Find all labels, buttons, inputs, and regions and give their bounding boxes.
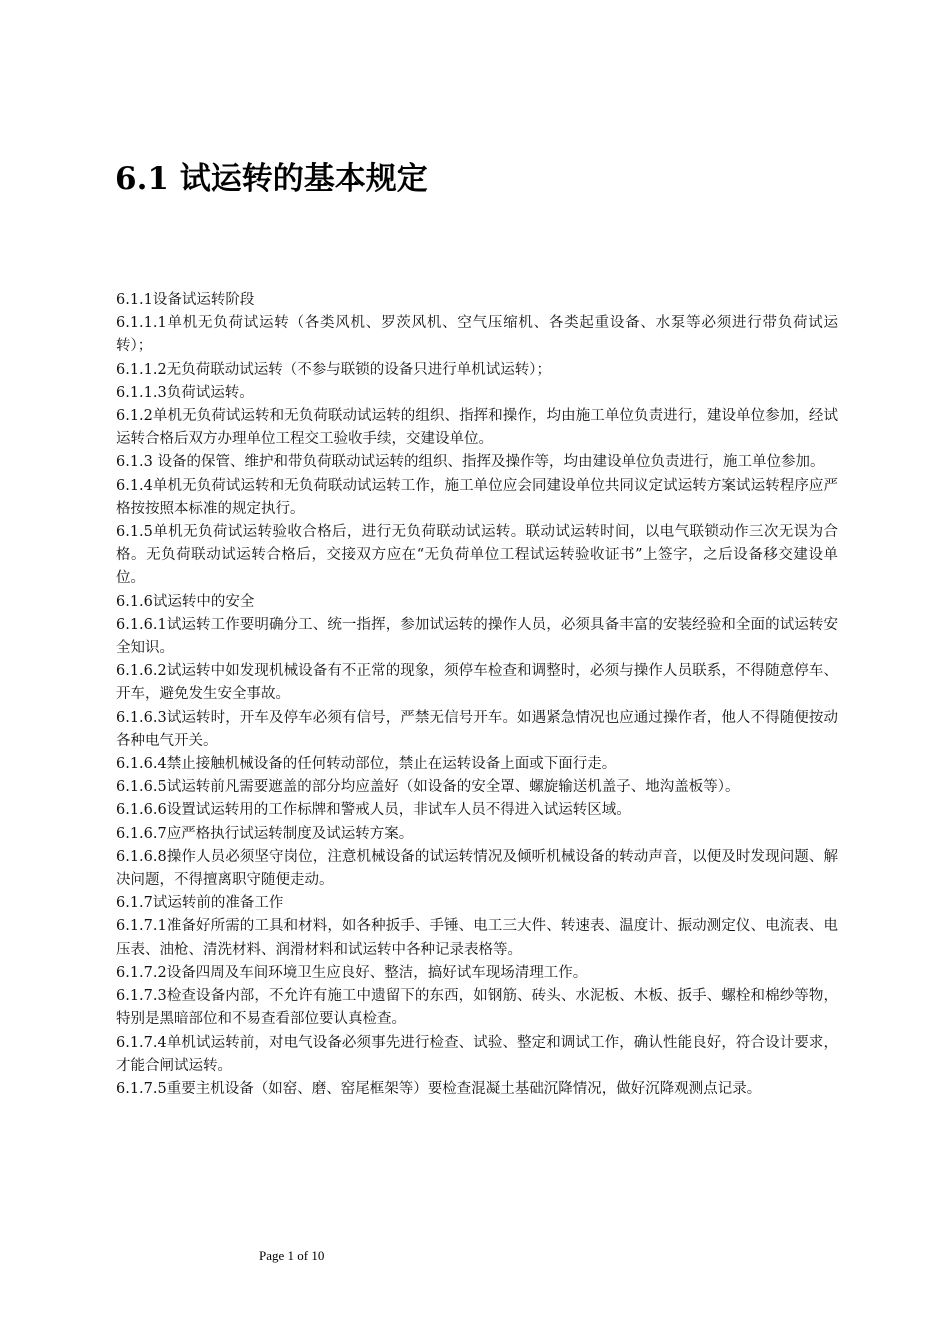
paragraph: 6.1.7试运转前的准备工作 [116,895,284,912]
paragraph: 6.1.4单机无负荷试运转和无负荷联动试运转工作，施工单位应会同建设单位共同议定试运转方案试运转程序应严格按按照本标准的规定执行。 [116,477,838,517]
paragraph: 6.1.7.5重要主机设备（如窑、磨、窑尾框架等）要检查混凝土基础沉降情况，做好沉降观测点记录。 [116,1080,762,1097]
paragraph: 6.1.7.2设备四周及车间环境卫生应良好、整洁，搞好试车现场清理工作。 [116,964,588,981]
paragraph: 6.1.6.3试运转时，开车及停车必须有信号，严禁无信号开车。如遇紧急情况也应通过操作者，他人不得随便按动各种电气开关。 [116,709,838,749]
paragraph: 6.1.1.2无负荷联动试运转（不参与联锁的设备只进行单机试运转）； [116,361,551,378]
paragraph: 6.1.6.1试运转工作要明确分工、统一指挥，参加试运转的操作人员，必须具备丰富的安装经验和全面的试运转安全知识。 [116,616,838,657]
page-number-footer: Page 1 of 10 [259,1248,325,1263]
paragraph: 6.1.1.1单机无负荷试运转（各类风机、罗茨风机、空气压缩机、各类起重设备、水泵等必须进行带负荷试运转）； [116,315,838,355]
paragraph: 6.1.6.2试运转中如发现机械设备有不正常的现象，须停车检查和调整时，必须与操作人员联系，不得随意停车、开车，避免发生安全事故。 [116,663,838,703]
paragraph: 6.1.1设备试运转阶段 [116,292,255,308]
paragraph: 6.1.7.3检查设备内部，不允许有施工中遗留下的东西，如钢筋、砖头、水泥板、木板、扳手、螺栓和棉纱等物，特别是黑暗部位和不易查看部位要认真检查。 [116,988,838,1028]
paragraph: 6.1.6.5试运转前凡需要遮盖的部分均应盖好（如设备的安全罩、螺旋输送机盖子、地沟盖板等）。 [116,779,740,796]
paragraph: 6.1.6.4禁止接触机械设备的任何转动部位，禁止在运转设备上面或下面行走。 [116,756,617,773]
paragraph: 6.1.6.7应严格执行试运转制度及试运转方案。 [116,825,414,842]
paragraph: 6.1.7.4单机试运转前，对电气设备必须事先进行检查、试验、整定和调试工作，确认性能良好，符合设计要求，才能合闸试运转。 [116,1034,838,1074]
paragraph: 6.1.6.6设置试运转用的工作标牌和警戒人员，非试车人员不得进入试运转区域。 [116,802,631,819]
paragraph: 6.1.2单机无负荷试运转和无负荷联动试运转的组织、指挥和操作，均由施工单位负责进行，建设单位参加，经试运转合格后双方办理单位工程交工验收手续，交建设单位。 [116,408,838,448]
paragraph: 6.1.1.3负荷试运转。 [116,384,254,401]
paragraph: 6.1.7.1准备好所需的工具和材料，如各种扳手、手锤、电工三大件、转速表、温度计、振动测定仪、电流表、电压表、油枪、清洗材料、润滑材料和试运转中各种记录表格等。 [116,918,838,958]
paragraph: 6.1.6试运转中的安全 [116,593,255,610]
paragraph: 6.1.3 设备的保管、维护和带负荷联动试运转的组织、指挥及操作等，均由建设单位负责进行，施工单位参加。 [116,454,825,471]
paragraph: 6.1.6.8操作人员必须坚守岗位，注意机械设备的试运转情况及倾听机械设备的转动声音，以便及时发现问题、解决问题，不得擅离职守随便走动。 [116,848,838,889]
document-body [116,289,838,1101]
paragraph: 6.1.5单机无负荷试运转验收合格后，进行无负荷联动试运转。联动试运转时间，以电气联锁动作三次无误为合格。无负荷联动试运转合格后，交接双方应在“无负荷单位工程试运转验收证书”上签字，之后设备移交建设单位。 [116,524,838,587]
section-title: 6.1 试运转的基本规定 [115,161,428,197]
